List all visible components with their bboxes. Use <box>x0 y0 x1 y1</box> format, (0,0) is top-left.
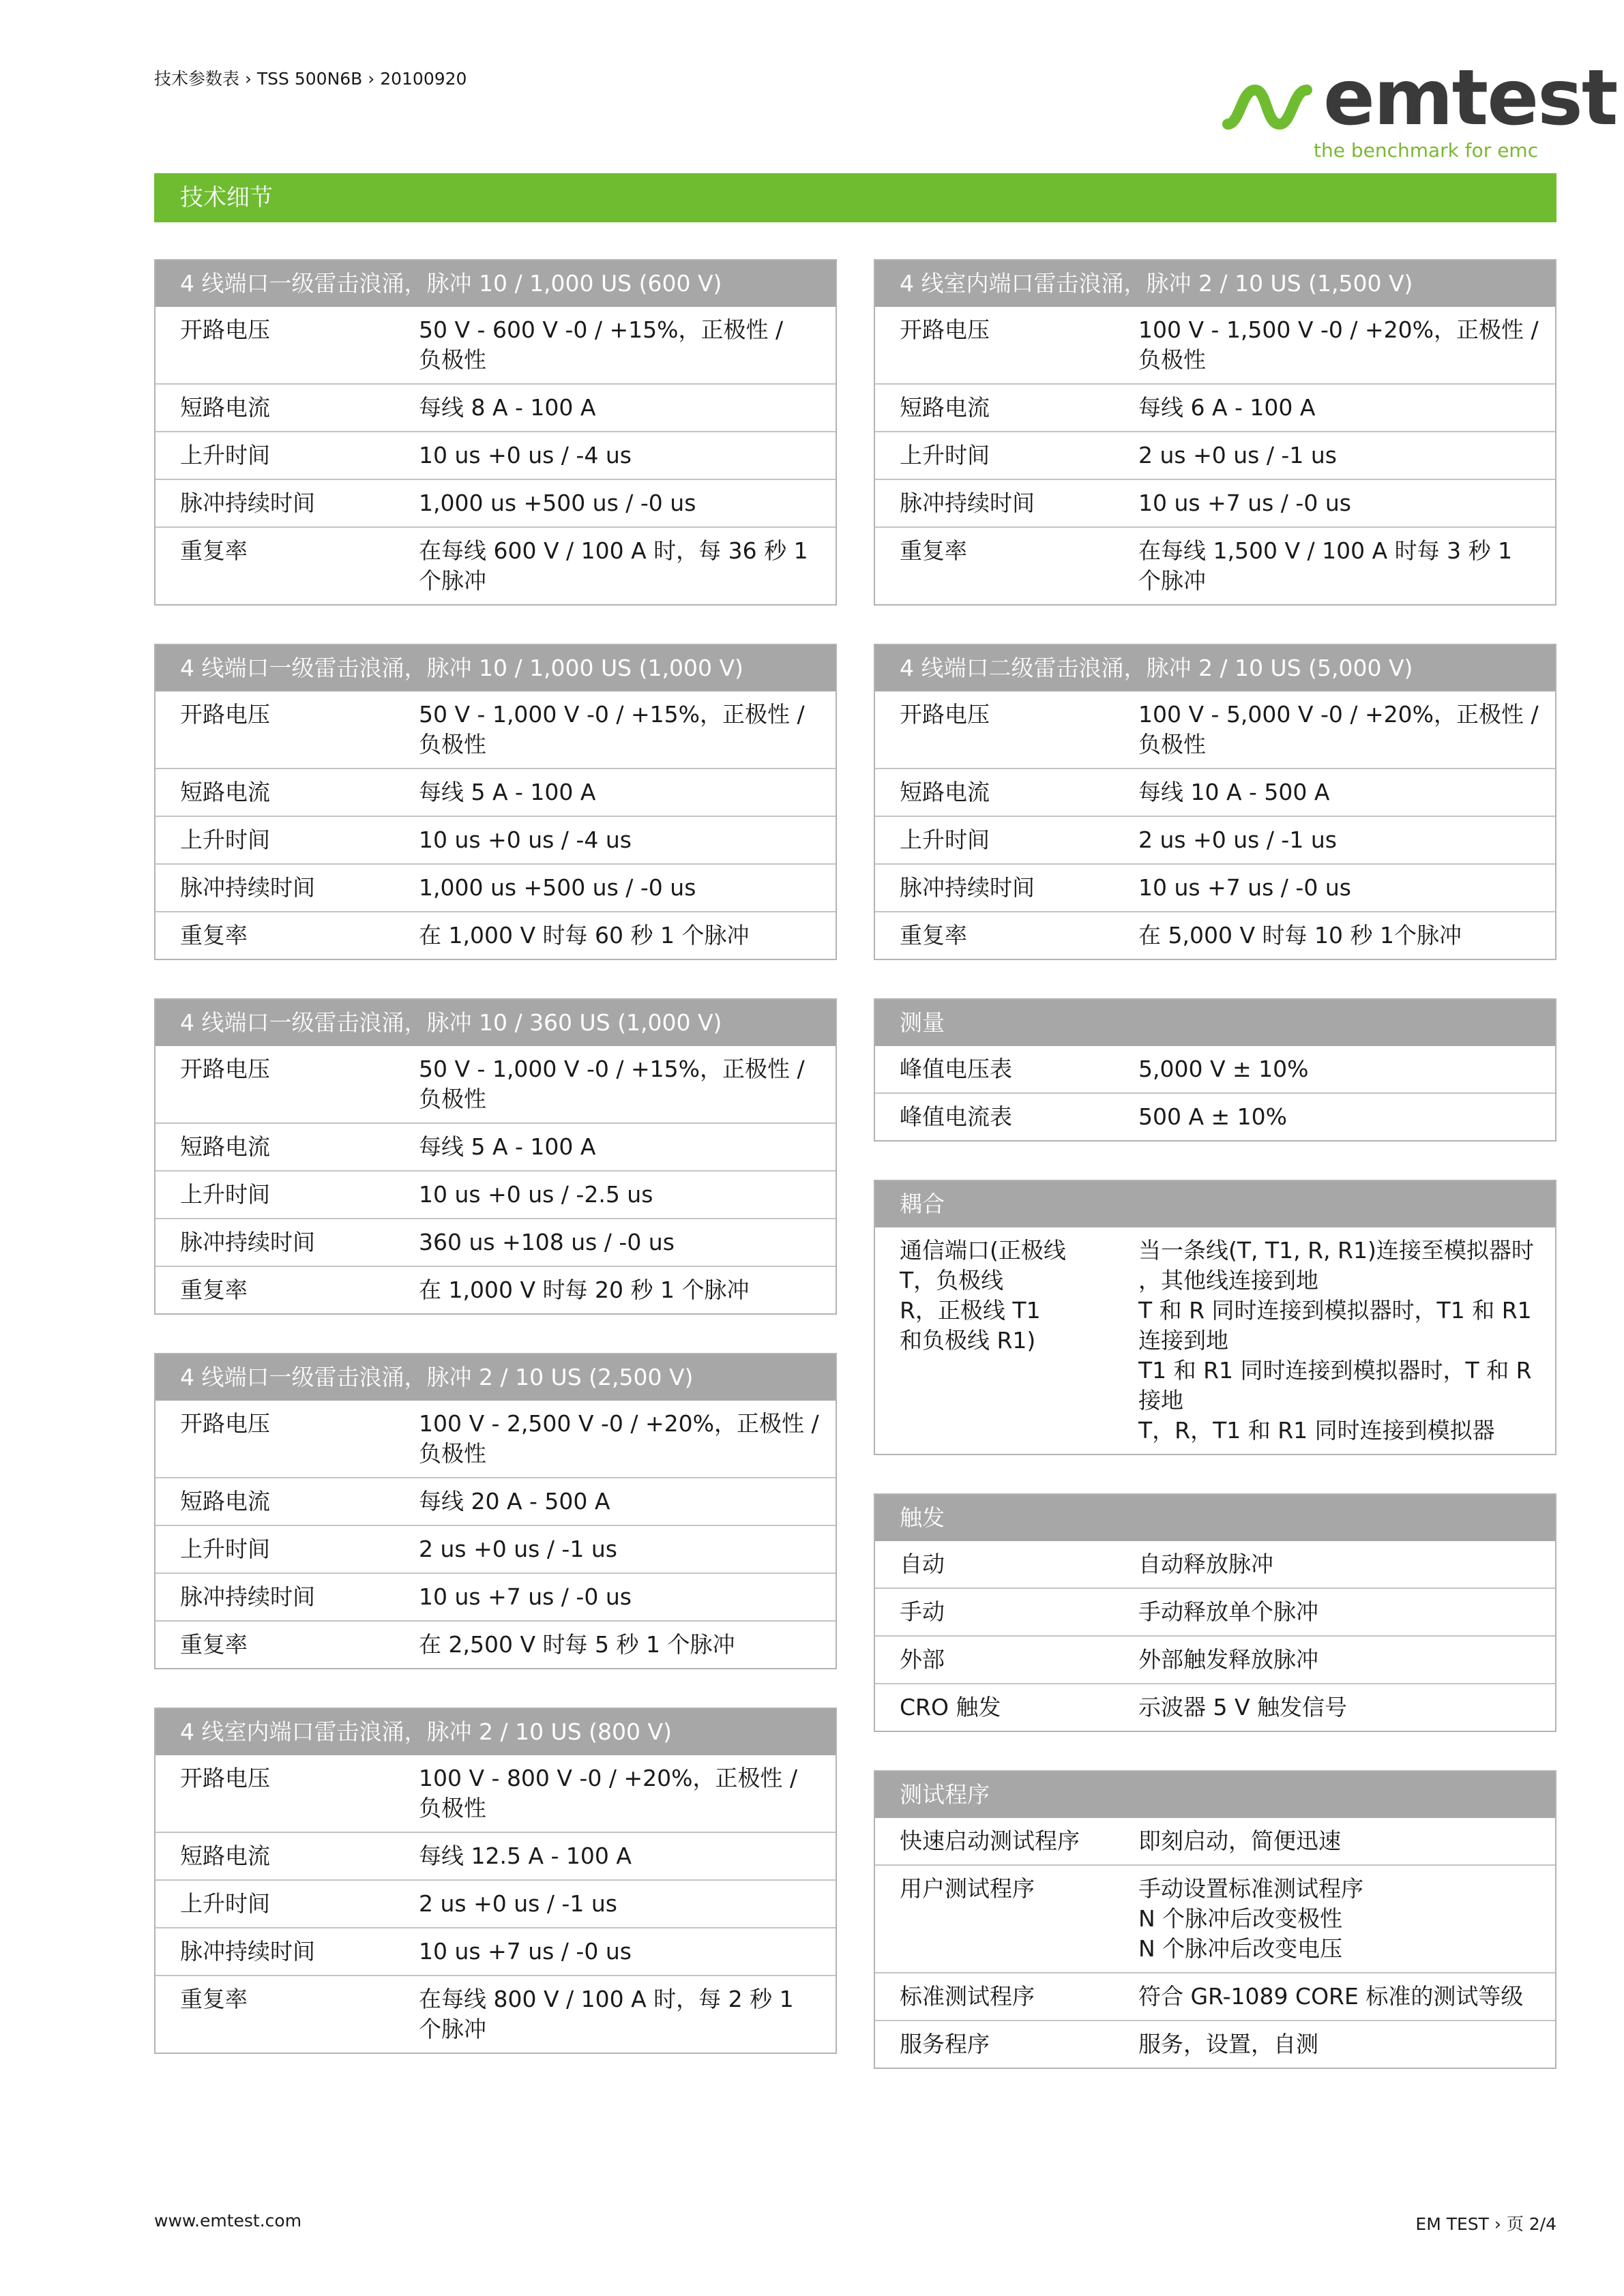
spec-label: 上升时间 <box>180 1536 270 1562</box>
spec-value: 10 us +0 us / -2.5 us <box>419 1181 653 1208</box>
spec-table <box>154 259 837 606</box>
spec-value: 在 1,000 V 时每 60 秒 1 个脉冲 <box>419 922 750 949</box>
spec-value: 符合 GR-1089 CORE 标准的测试等级 <box>1138 1983 1524 2010</box>
spec-table-title: 耦合 <box>875 1181 1555 1227</box>
spec-label: 用户测试程序 <box>900 1875 1035 1902</box>
spec-value: 10 us +7 us / -0 us <box>419 1938 632 1965</box>
spec-row <box>875 691 1555 768</box>
spec-row <box>875 816 1555 863</box>
spec-value: 1,000 us +500 us / -0 us <box>419 874 696 901</box>
spec-label: 短路电流 <box>900 394 990 421</box>
spec-value: 在 1,000 V 时每 20 秒 1 个脉冲 <box>419 1277 750 1303</box>
spec-row <box>875 479 1555 526</box>
spec-value: 在 2,500 V 时每 5 秒 1 个脉冲 <box>419 1631 735 1658</box>
spec-label: 开路电压 <box>180 1765 270 1791</box>
spec-table <box>874 259 1556 606</box>
spec-value: 2 us +0 us / -1 us <box>1138 826 1337 853</box>
spec-label: 脉冲持续时间 <box>180 874 315 901</box>
spec-row <box>156 1401 836 1477</box>
spec-table <box>154 998 837 1315</box>
spec-value: 手动设置标准测试程序 N 个脉冲后改变极性 N 个脉冲后改变电压 <box>1138 1875 1363 1962</box>
spec-table <box>874 644 1556 960</box>
spec-row <box>875 1635 1555 1683</box>
spec-row <box>875 1046 1555 1092</box>
spec-value: 10 us +7 us / -0 us <box>419 1583 632 1610</box>
spec-table <box>874 1493 1556 1732</box>
spec-value: 在每线 600 V / 100 A 时，每 36 秒 1 个脉冲 <box>419 537 808 594</box>
spec-row <box>156 1170 836 1218</box>
spec-value: 手动释放单个脉冲 <box>1138 1598 1318 1625</box>
spec-label: 脉冲持续时间 <box>180 490 315 516</box>
spec-row <box>875 383 1555 431</box>
spec-label: 重复率 <box>180 922 248 949</box>
spec-value: 50 V - 1,000 V -0 / +15%，正极性 / 负极性 <box>419 701 805 758</box>
spec-value: 在每线 800 V / 100 A 时，每 2 秒 1 个脉冲 <box>419 1986 794 2042</box>
spec-value: 1,000 us +500 us / -0 us <box>419 490 696 516</box>
spec-label: 开路电压 <box>180 1410 270 1437</box>
spec-row <box>875 1864 1555 1972</box>
spec-row <box>156 431 836 479</box>
spec-label: 脉冲持续时间 <box>180 1583 315 1610</box>
spec-row <box>875 1227 1555 1454</box>
spec-value: 自动释放脉冲 <box>1138 1551 1273 1577</box>
spec-row <box>156 526 836 604</box>
spec-table <box>154 1353 837 1669</box>
spec-row <box>875 1683 1555 1731</box>
spec-table <box>154 1708 837 2054</box>
spec-table-title: 4 线端口一级雷击浪涌，脉冲 10 / 360 US (1,000 V) <box>156 1000 836 1046</box>
spec-label: 重复率 <box>180 1277 248 1303</box>
spec-row <box>156 1620 836 1668</box>
spec-label: 外部 <box>900 1646 945 1673</box>
logo-wordmark: emtest <box>1323 54 1617 143</box>
spec-label: CRO 触发 <box>900 1694 1001 1720</box>
spec-label: 开路电压 <box>180 701 270 728</box>
spec-label: 标准测试程序 <box>900 1983 1035 2010</box>
spec-value: 当一条线(T, T1, R, R1)连接至模拟器时 ，其他线连接到地 T 和 R 同时连接到模拟器时，T1 和 R1 连接到地 T1 和 R1 同时连接到模拟器时，T 和 R 接地 T，R，T1 和 R1 同时连接到模拟器 <box>1138 1237 1534 1444</box>
spec-value: 10 us +0 us / -4 us <box>419 826 632 853</box>
spec-label: 自动 <box>900 1551 945 1577</box>
spec-table <box>154 644 837 960</box>
spec-label: 重复率 <box>180 1631 248 1658</box>
spec-label: 峰值电压表 <box>900 1056 1012 1082</box>
spec-value: 每线 12.5 A - 100 A <box>419 1843 632 1869</box>
spec-value: 10 us +7 us / -0 us <box>1138 490 1351 516</box>
spec-label: 服务程序 <box>900 2031 990 2057</box>
spec-row <box>156 1832 836 1879</box>
spec-value: 100 V - 1,500 V -0 / +20%，正极性 / 负极性 <box>1138 316 1539 373</box>
spec-label: 短路电流 <box>180 779 270 805</box>
spec-row <box>156 1572 836 1620</box>
spec-label: 重复率 <box>900 922 967 949</box>
section-title-bar: 技术细节 <box>154 173 1556 222</box>
spec-value: 2 us +0 us / -1 us <box>419 1536 617 1562</box>
spec-label: 快速启动测试程序 <box>900 1828 1080 1854</box>
spec-value: 每线 10 A - 500 A <box>1138 779 1330 805</box>
spec-row <box>875 1972 1555 2020</box>
spec-value: 每线 20 A - 500 A <box>419 1488 610 1515</box>
spec-table-title: 4 线端口一级雷击浪涌，脉冲 10 / 1,000 US (1,000 V) <box>156 645 836 691</box>
spec-row <box>156 479 836 526</box>
emtest-logo <box>1221 54 1617 172</box>
spec-value: 每线 8 A - 100 A <box>419 394 596 421</box>
spec-table <box>874 998 1556 1142</box>
spec-row <box>875 1818 1555 1864</box>
spec-value: 示波器 5 V 触发信号 <box>1138 1694 1348 1720</box>
spec-label: 短路电流 <box>900 779 990 805</box>
spec-label: 上升时间 <box>900 442 990 468</box>
spec-label: 峰值电流表 <box>900 1103 1012 1130</box>
spec-value: 50 V - 600 V -0 / +15%，正极性 / 负极性 <box>419 316 784 373</box>
spec-row <box>875 1587 1555 1635</box>
left-column <box>154 259 837 2092</box>
spec-value: 每线 6 A - 100 A <box>1138 394 1316 421</box>
spec-row <box>875 768 1555 816</box>
spec-label: 重复率 <box>900 537 967 564</box>
spec-value: 100 V - 5,000 V -0 / +20%，正极性 / 负极性 <box>1138 701 1539 758</box>
spec-label: 开路电压 <box>900 316 990 343</box>
spec-row <box>156 1266 836 1313</box>
spec-value: 在每线 1,500 V / 100 A 时每 3 秒 1 个脉冲 <box>1138 537 1513 594</box>
footer-page-number: EM TEST › 页 2/4 <box>1415 2214 1556 2234</box>
spec-row <box>156 1975 836 2053</box>
spec-row <box>875 911 1555 959</box>
breadcrumb: 技术参数表 › TSS 500N6B › 20100920 <box>154 69 467 89</box>
spec-value: 2 us +0 us / -1 us <box>419 1890 617 1917</box>
spec-row <box>156 1477 836 1525</box>
spec-row <box>875 1092 1555 1140</box>
spec-table-title: 测试程序 <box>875 1772 1555 1818</box>
spec-label: 短路电流 <box>180 1488 270 1515</box>
spec-value: 即刻启动，简便迅速 <box>1138 1828 1341 1854</box>
spec-label: 开路电压 <box>900 701 990 728</box>
spec-label: 通信端口(正极线 T，负极线 R，正极线 T1 和负极线 R1) <box>900 1237 1066 1354</box>
spec-row <box>156 1122 836 1170</box>
spec-row <box>156 768 836 816</box>
spec-table-title: 触发 <box>875 1495 1555 1541</box>
spec-label: 短路电流 <box>180 1843 270 1869</box>
spec-value: 50 V - 1,000 V -0 / +15%，正极性 / 负极性 <box>419 1056 805 1112</box>
spec-label: 脉冲持续时间 <box>900 874 1035 901</box>
spec-value: 服务，设置，自测 <box>1138 2031 1318 2057</box>
spec-row <box>156 691 836 768</box>
spec-value: 5,000 V ± 10% <box>1138 1056 1309 1082</box>
spec-label: 上升时间 <box>180 826 270 853</box>
spec-table-title: 测量 <box>875 1000 1555 1046</box>
spec-label: 上升时间 <box>180 1181 270 1208</box>
spec-row <box>875 863 1555 911</box>
spec-label: 重复率 <box>180 1986 248 2012</box>
spec-label: 重复率 <box>180 537 248 564</box>
spec-row <box>156 1525 836 1572</box>
spec-label: 上升时间 <box>900 826 990 853</box>
spec-table <box>874 1180 1556 1455</box>
spec-row <box>156 383 836 431</box>
spec-value: 100 V - 2,500 V -0 / +20%，正极性 / 负极性 <box>419 1410 819 1467</box>
spec-value: 100 V - 800 V -0 / +20%，正极性 / 负极性 <box>419 1765 798 1821</box>
spec-label: 短路电流 <box>180 394 270 421</box>
spec-label: 脉冲持续时间 <box>900 490 1035 516</box>
spec-label: 短路电流 <box>180 1133 270 1160</box>
spec-value: 10 us +7 us / -0 us <box>1138 874 1351 901</box>
spec-row <box>156 307 836 383</box>
spec-label: 上升时间 <box>180 442 270 468</box>
spec-table-title: 4 线室内端口雷击浪涌，脉冲 2 / 10 US (1,500 V) <box>875 260 1555 307</box>
spec-row <box>156 1879 836 1927</box>
spec-label: 手动 <box>900 1598 945 1625</box>
spec-value: 360 us +108 us / -0 us <box>419 1229 675 1255</box>
wave-logo-icon <box>1221 82 1316 136</box>
spec-table-title: 4 线端口一级雷击浪涌，脉冲 2 / 10 US (2,500 V) <box>156 1354 836 1401</box>
spec-value: 在 5,000 V 时每 10 秒 1个脉冲 <box>1138 922 1462 949</box>
spec-value: 每线 5 A - 100 A <box>419 779 596 805</box>
spec-row <box>875 431 1555 479</box>
spec-row <box>156 1046 836 1122</box>
right-column <box>874 259 1556 2107</box>
spec-row <box>156 863 836 911</box>
spec-row <box>875 1541 1555 1587</box>
spec-row <box>156 1755 836 1832</box>
spec-row <box>156 911 836 959</box>
spec-row <box>156 1927 836 1975</box>
spec-label: 开路电压 <box>180 1056 270 1082</box>
logo-tagline: the benchmark for emc <box>1314 139 1539 162</box>
spec-label: 开路电压 <box>180 316 270 343</box>
spec-row <box>875 307 1555 383</box>
spec-value: 外部触发释放脉冲 <box>1138 1646 1318 1673</box>
spec-row <box>156 816 836 863</box>
spec-row <box>875 2020 1555 2068</box>
spec-table-title: 4 线端口二级雷击浪涌，脉冲 2 / 10 US (5,000 V) <box>875 645 1555 691</box>
spec-value: 10 us +0 us / -4 us <box>419 442 632 468</box>
spec-row <box>875 526 1555 604</box>
spec-label: 上升时间 <box>180 1890 270 1917</box>
spec-value: 每线 5 A - 100 A <box>419 1133 596 1160</box>
spec-label: 脉冲持续时间 <box>180 1229 315 1255</box>
spec-table <box>874 1770 1556 2069</box>
spec-row <box>156 1218 836 1266</box>
spec-value: 2 us +0 us / -1 us <box>1138 442 1337 468</box>
spec-label: 脉冲持续时间 <box>180 1938 315 1965</box>
spec-table-title: 4 线室内端口雷击浪涌，脉冲 2 / 10 US (800 V) <box>156 1709 836 1755</box>
spec-table-title: 4 线端口一级雷击浪涌，脉冲 10 / 1,000 US (600 V) <box>156 260 836 307</box>
footer-website: www.emtest.com <box>154 2211 302 2231</box>
spec-value: 500 A ± 10% <box>1138 1103 1288 1130</box>
